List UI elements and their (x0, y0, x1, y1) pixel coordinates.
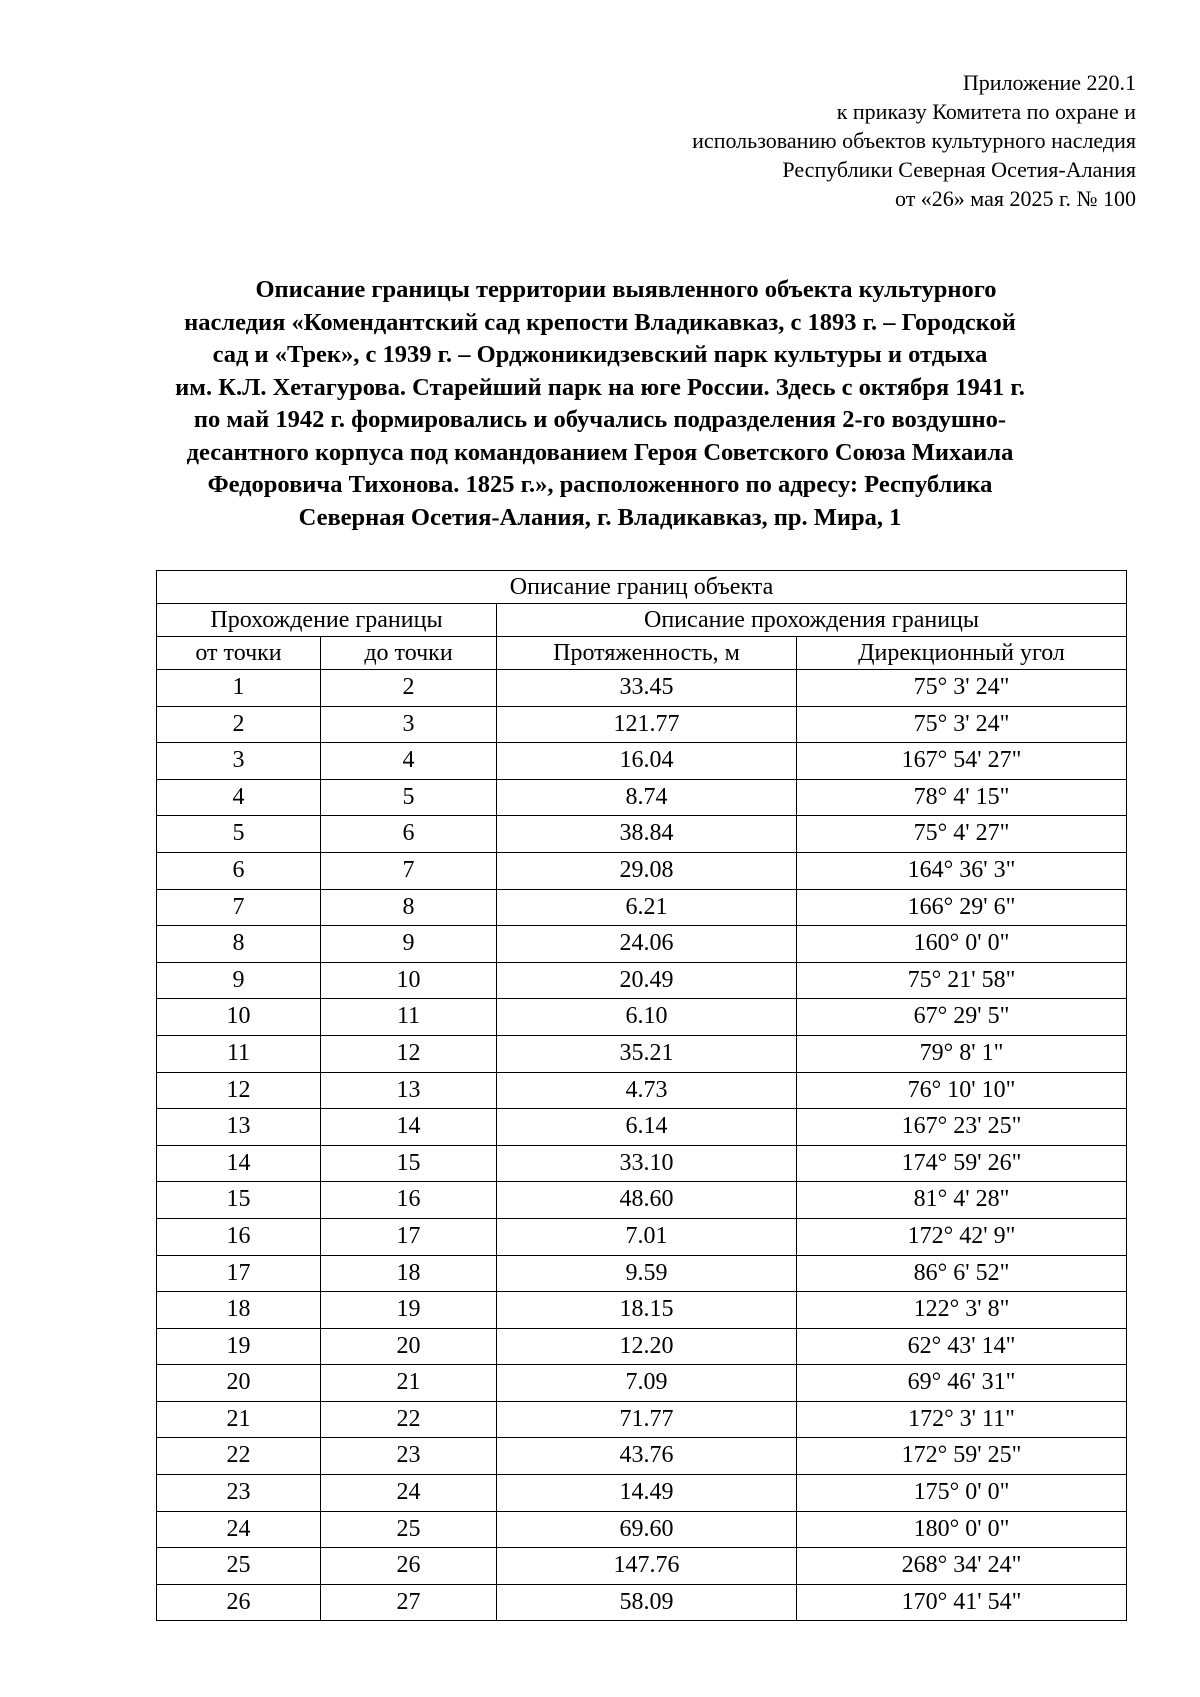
table-row (157, 1328, 1127, 1365)
table-row (157, 1255, 1127, 1292)
cell-angle: 62° 43' 14" (797, 1328, 1127, 1365)
cell-from: 23 (157, 1475, 321, 1512)
cell-length: 24.06 (497, 926, 797, 963)
cell-length: 14.49 (497, 1475, 797, 1512)
cell-angle: 166° 29' 6" (797, 889, 1127, 926)
cell-length: 69.60 (497, 1511, 797, 1548)
table-row (157, 1145, 1127, 1182)
cell-from: 1 (157, 670, 321, 707)
cell-length: 29.08 (497, 852, 797, 889)
appendix-header-line: использованию объектов культурного наследия (692, 128, 1136, 153)
cell-angle: 75° 4' 27" (797, 816, 1127, 853)
cell-angle: 76° 10' 10" (797, 1072, 1127, 1109)
table-row (157, 1292, 1127, 1329)
cell-length: 147.76 (497, 1548, 797, 1585)
table-row (157, 926, 1127, 963)
table-column-header-row (157, 637, 1127, 670)
cell-from: 13 (157, 1109, 321, 1146)
table-row (157, 1401, 1127, 1438)
cell-to: 23 (321, 1438, 497, 1475)
cell-length: 7.01 (497, 1218, 797, 1255)
appendix-header-line: Республики Северная Осетия-Алания (782, 157, 1136, 182)
cell-to: 24 (321, 1475, 497, 1512)
cell-from: 25 (157, 1548, 321, 1585)
cell-angle: 67° 29' 5" (797, 999, 1127, 1036)
table-row (157, 1438, 1127, 1475)
cell-from: 17 (157, 1255, 321, 1292)
column-header-length: Протяженность, м (497, 637, 797, 670)
table-row (157, 1218, 1127, 1255)
table-row (157, 1475, 1127, 1512)
document-title-line: Описание границы территории выявленного объекта культурного (255, 276, 997, 303)
cell-angle: 75° 21' 58" (797, 962, 1127, 999)
cell-length: 6.14 (497, 1109, 797, 1146)
document-title (0, 274, 1200, 534)
cell-from: 26 (157, 1584, 321, 1621)
cell-from: 4 (157, 779, 321, 816)
cell-length: 71.77 (497, 1401, 797, 1438)
document-title-line: Северная Осетия-Алания, г. Владикавказ, пр. Мира, 1 (298, 503, 902, 531)
appendix-header-line: к приказу Комитета по охране и (836, 99, 1136, 124)
appendix-header (692, 68, 1136, 213)
table-row (157, 852, 1127, 889)
cell-from: 5 (157, 816, 321, 853)
cell-from: 16 (157, 1218, 321, 1255)
cell-to: 11 (321, 999, 497, 1036)
cell-to: 22 (321, 1401, 497, 1438)
cell-length: 12.20 (497, 1328, 797, 1365)
cell-length: 8.74 (497, 779, 797, 816)
table-caption-row (157, 571, 1127, 604)
table-row (157, 1182, 1127, 1219)
cell-angle: 175° 0' 0" (797, 1475, 1127, 1512)
cell-from: 18 (157, 1292, 321, 1329)
table-group-header-row (157, 604, 1127, 637)
cell-from: 14 (157, 1145, 321, 1182)
table-row (157, 670, 1127, 707)
cell-to: 12 (321, 1035, 497, 1072)
cell-to: 17 (321, 1218, 497, 1255)
table-row (157, 779, 1127, 816)
cell-from: 22 (157, 1438, 321, 1475)
cell-from: 12 (157, 1072, 321, 1109)
cell-length: 58.09 (497, 1584, 797, 1621)
cell-length: 6.10 (497, 999, 797, 1036)
cell-length: 16.04 (497, 743, 797, 780)
cell-to: 15 (321, 1145, 497, 1182)
document-title-line: наследия «Комендантский сад крепости Владикавказ, с 1893 г. – Городской (184, 308, 1016, 336)
cell-to: 20 (321, 1328, 497, 1365)
cell-to: 21 (321, 1365, 497, 1402)
cell-from: 20 (157, 1365, 321, 1402)
cell-length: 6.21 (497, 889, 797, 926)
column-header-to: до точки (321, 637, 497, 670)
table-row (157, 706, 1127, 743)
cell-to: 16 (321, 1182, 497, 1219)
cell-length: 48.60 (497, 1182, 797, 1219)
cell-to: 18 (321, 1255, 497, 1292)
document-title-line: Федоровича Тихонова. 1825 г.», расположенного по адресу: Республика (207, 471, 993, 498)
table-row (157, 743, 1127, 780)
cell-from: 10 (157, 999, 321, 1036)
cell-angle: 167° 54' 27" (797, 743, 1127, 780)
cell-angle: 167° 23' 25" (797, 1109, 1127, 1146)
cell-length: 33.45 (497, 670, 797, 707)
cell-length: 20.49 (497, 962, 797, 999)
table-row (157, 1109, 1127, 1146)
table-row (157, 999, 1127, 1036)
table-row (157, 1548, 1127, 1585)
cell-to: 9 (321, 926, 497, 963)
cell-angle: 78° 4' 15" (797, 779, 1127, 816)
cell-to: 3 (321, 706, 497, 743)
document-title-line: десантного корпуса под командованием Героя Советского Союза Михаила (186, 438, 1014, 466)
cell-to: 13 (321, 1072, 497, 1109)
cell-to: 8 (321, 889, 497, 926)
cell-to: 10 (321, 962, 497, 999)
cell-angle: 122° 3' 8" (797, 1292, 1127, 1329)
cell-angle: 180° 0' 0" (797, 1511, 1127, 1548)
cell-to: 6 (321, 816, 497, 853)
appendix-header-line: Приложение 220.1 (962, 70, 1136, 95)
cell-length: 4.73 (497, 1072, 797, 1109)
group-header-description: Описание прохождения границы (497, 604, 1127, 637)
cell-length: 121.77 (497, 706, 797, 743)
cell-angle: 75° 3' 24" (797, 706, 1127, 743)
table-row (157, 962, 1127, 999)
document-title-line: им. К.Л. Хетагурова. Старейший парк на юге России. Здесь с октября 1941 г. (175, 373, 1025, 401)
table-row (157, 1511, 1127, 1548)
cell-to: 4 (321, 743, 497, 780)
table-row (157, 1365, 1127, 1402)
cell-length: 9.59 (497, 1255, 797, 1292)
cell-length: 7.09 (497, 1365, 797, 1402)
cell-from: 24 (157, 1511, 321, 1548)
cell-to: 7 (321, 852, 497, 889)
group-header-passage: Прохождение границы (157, 604, 497, 637)
cell-from: 9 (157, 962, 321, 999)
cell-length: 43.76 (497, 1438, 797, 1475)
cell-to: 5 (321, 779, 497, 816)
cell-from: 3 (157, 743, 321, 780)
cell-angle: 79° 8' 1" (797, 1035, 1127, 1072)
cell-to: 26 (321, 1548, 497, 1585)
table-row (157, 816, 1127, 853)
cell-from: 21 (157, 1401, 321, 1438)
cell-angle: 160° 0' 0" (797, 926, 1127, 963)
cell-angle: 81° 4' 28" (797, 1182, 1127, 1219)
cell-angle: 170° 41' 54" (797, 1584, 1127, 1621)
cell-angle: 86° 6' 52" (797, 1255, 1127, 1292)
table-row (157, 1584, 1127, 1621)
document-title-line: сад и «Трек», с 1939 г. – Орджоникидзевский парк культуры и отдыха (212, 341, 988, 368)
cell-to: 2 (321, 670, 497, 707)
cell-from: 8 (157, 926, 321, 963)
cell-angle: 75° 3' 24" (797, 670, 1127, 707)
cell-length: 33.10 (497, 1145, 797, 1182)
cell-from: 7 (157, 889, 321, 926)
cell-to: 25 (321, 1511, 497, 1548)
cell-to: 14 (321, 1109, 497, 1146)
cell-angle: 172° 59' 25" (797, 1438, 1127, 1475)
cell-length: 18.15 (497, 1292, 797, 1329)
cell-length: 35.21 (497, 1035, 797, 1072)
column-header-angle: Дирекционный угол (797, 637, 1127, 670)
table-row (157, 1035, 1127, 1072)
cell-from: 19 (157, 1328, 321, 1365)
cell-angle: 164° 36' 3" (797, 852, 1127, 889)
cell-from: 11 (157, 1035, 321, 1072)
cell-to: 19 (321, 1292, 497, 1329)
table-row (157, 1072, 1127, 1109)
cell-length: 38.84 (497, 816, 797, 853)
column-header-from: от точки (157, 637, 321, 670)
table-caption: Описание границ объекта (157, 571, 1127, 604)
cell-angle: 172° 3' 11" (797, 1401, 1127, 1438)
cell-angle: 69° 46' 31" (797, 1365, 1127, 1402)
table-row (157, 889, 1127, 926)
cell-angle: 174° 59' 26" (797, 1145, 1127, 1182)
boundary-table (156, 570, 1127, 1621)
cell-from: 6 (157, 852, 321, 889)
cell-angle: 268° 34' 24" (797, 1548, 1127, 1585)
document-title-line: по май 1942 г. формировались и обучались подразделения 2-го воздушно- (193, 406, 1007, 433)
cell-to: 27 (321, 1584, 497, 1621)
cell-from: 15 (157, 1182, 321, 1219)
cell-angle: 172° 42' 9" (797, 1218, 1127, 1255)
appendix-header-line: от «26» мая 2025 г. № 100 (894, 186, 1136, 211)
cell-from: 2 (157, 706, 321, 743)
